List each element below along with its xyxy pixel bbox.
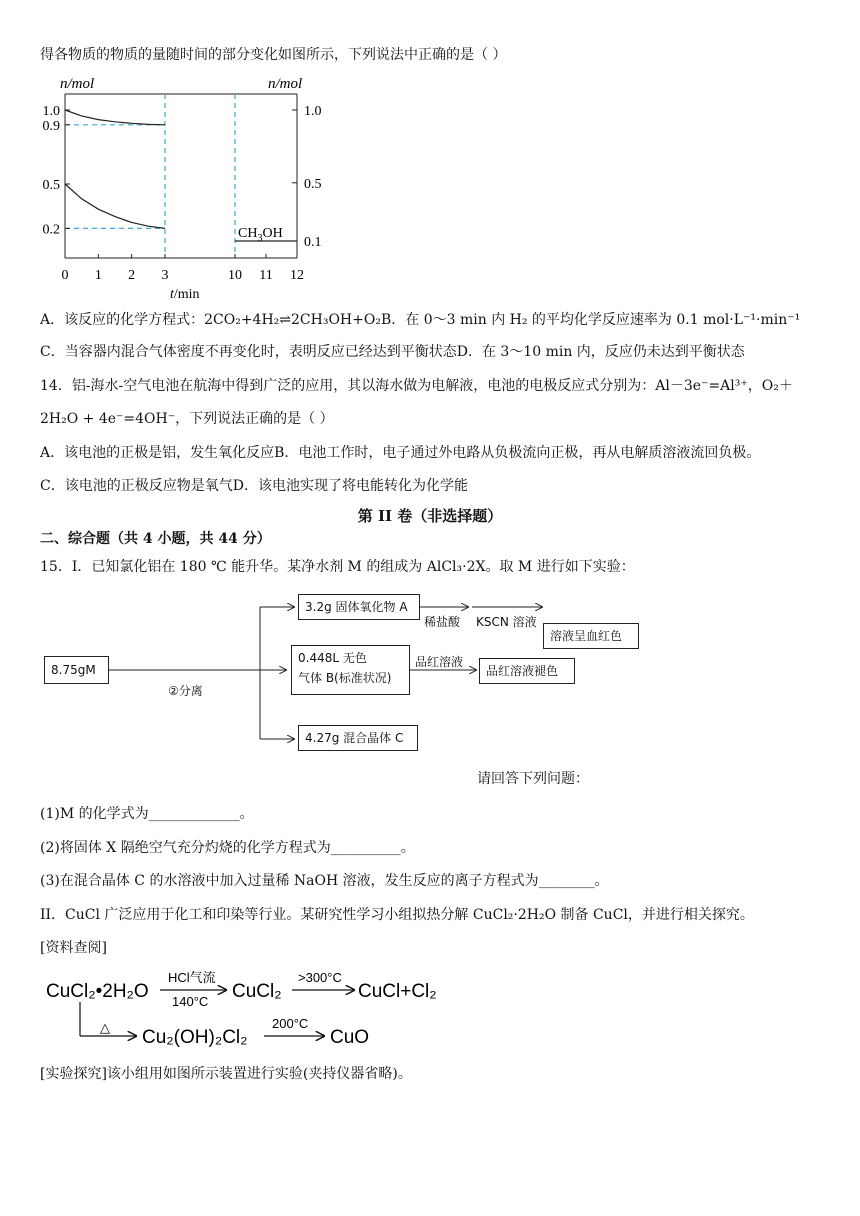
fade-box: 品红溶液褪色	[479, 658, 575, 684]
left-y-tick-label-2: 0.5	[42, 178, 60, 193]
q13-option-c-text: C．当容器内混合气体密度不再变化时，表明反应已经达到平衡状态	[40, 344, 457, 360]
scheme-delta: △	[100, 1020, 110, 1035]
x-tick-label-1: 1	[94, 268, 102, 283]
left-y-tick-label-3: 0.2	[42, 222, 60, 238]
q14-stem-2: 2H₂O + 4e⁻=4OH⁻，下列说法正确的是（ ）	[40, 411, 334, 427]
scheme-cond3-top: 200°C	[272, 1016, 309, 1031]
section-title: 第 II 卷（非选择题）	[357, 507, 503, 525]
xlabel: t/min	[170, 287, 200, 302]
scheme-side-product: CuO	[330, 1027, 370, 1048]
left-y-tick-label-1: 0.9	[42, 118, 60, 134]
question-intro: 得各物质的物质的量随时间的部分变化如图所示，下列说法中正确的是（ ）	[40, 47, 507, 63]
reaction-chart	[30, 72, 330, 304]
left-y-tick-label-0: 1.0	[42, 104, 60, 119]
blood-red-box: 溶液呈血红色	[543, 623, 639, 649]
q13-option-a	[40, 311, 800, 329]
scheme-cond1-top: HCl气流	[168, 970, 216, 985]
q13-option-d-text: D．在 3～10 min 内，反应仍未达到平衡状态	[456, 344, 745, 360]
q14-option-c-text: C．该电池的正极反应物是氧气	[40, 478, 233, 494]
series-line-1	[65, 184, 165, 228]
q15-part-2: (2)将固体 X 隔绝空气充分灼烧的化学方程式为__________。	[40, 840, 415, 856]
oxide-a-box: 3.2g 固体氧化物 A	[298, 594, 420, 620]
x-tick-label-6: 12	[290, 268, 304, 283]
reaction-scheme	[40, 966, 460, 1054]
right-y-tick-label-2: 0.1	[304, 235, 322, 250]
q13-option-a-text: A．该反应的化学方程式：2CO₂+4H₂⇌2CH₃OH+O₂	[40, 312, 381, 328]
scheme-product: CuCl+Cl₂	[358, 981, 437, 1002]
x-tick-label-0: 0	[61, 268, 69, 283]
q14-stem-1: 14．铝-海水-空气电池在航海中得到广泛的应用，其以海水做为电解液，电池的电极反应式分别为：Al－3e⁻=Al³⁺，O₂＋	[40, 378, 793, 394]
q14-option-a-text: A．该电池的正极是铝，发生氧化反应	[40, 445, 275, 461]
x-tick-label-3: 3	[161, 268, 169, 283]
scheme-start: CuCl₂•2H₂O	[46, 981, 149, 1002]
q14-option-d-text: D．该电池实现了将电能转化为化学能	[232, 478, 468, 494]
series-line-0	[65, 110, 165, 125]
left-ylabel: n/mol	[60, 76, 95, 92]
q14-option-b-text: B．电池工作时，电子通过外电路从负极流向正极，再从电解质溶液流回负极。	[274, 445, 761, 461]
q13-option-b-text: B．在 0～3 min 内 H₂ 的平均化学反应速率为 0.1 mol·L⁻¹·min⁻¹	[380, 312, 801, 328]
scheme-mid: CuCl₂	[232, 981, 282, 1002]
hcl-label: 稀盐酸	[424, 615, 461, 629]
reference-heading: [资料查阅]	[40, 940, 107, 956]
scheme-cond1-bottom: 140°C	[172, 994, 209, 1009]
q15-part-1: (1)M 的化学式为_____________。	[40, 806, 254, 822]
gas-b-box	[291, 645, 410, 695]
pinhong-label: 品红溶液	[415, 655, 464, 669]
kscn-label: KSCN 溶液	[476, 615, 537, 629]
q15-part-3: (3)在混合晶体 C 的水溶液中加入过量稀 NaOH 溶液，发生反应的离子方程式为________。	[40, 873, 609, 889]
q14-option-ab	[40, 444, 760, 462]
x-tick-label-4: 10	[228, 268, 242, 283]
x-tick-label-2: 2	[128, 268, 136, 283]
gas-b-line-2: 气体 B(标准状况)	[298, 671, 392, 685]
right-ylabel: n/mol	[268, 76, 303, 92]
gas-b-line-1: 0.448L 无色	[298, 651, 367, 665]
right-y-tick-label-1: 0.5	[304, 176, 322, 192]
q15-stem: 15．I．已知氯化铝在 180 ℃ 能升华。某净水剂 M 的组成为 AlCl₃·2X。取 M 进行如下实验：	[40, 559, 635, 575]
answer-prompt: 请回答下列问题：	[477, 771, 589, 787]
q15-part-ii: II．CuCl 广泛应用于化工和印染等行业。某研究性学习小组拟热分解 CuCl₂·2H₂O 制备 CuCl，并进行相关探究。	[40, 907, 754, 923]
x-tick-label-5: 11	[259, 268, 273, 283]
q13-option-c	[40, 343, 745, 361]
scheme-cond2-top: >300°C	[298, 970, 342, 985]
right-y-tick-label-0: 1.0	[304, 104, 322, 119]
ch3oh-annotation: $CH_3OH$	[238, 226, 283, 244]
q14-option-cd	[40, 477, 468, 495]
start-box: 8.75gM	[44, 656, 109, 684]
section-subtitle: 二、综合题（共 4 小题，共 44 分）	[40, 531, 271, 547]
separation-label: ②分离	[168, 684, 203, 698]
crystal-c-box: 4.27g 混合晶体 C	[298, 725, 418, 751]
experiment-heading: [实验探究]该小组用如图所示装置进行实验(夹持仪器省略)。	[40, 1066, 412, 1082]
scheme-side: Cu₂(OH)₂Cl₂	[142, 1027, 248, 1048]
